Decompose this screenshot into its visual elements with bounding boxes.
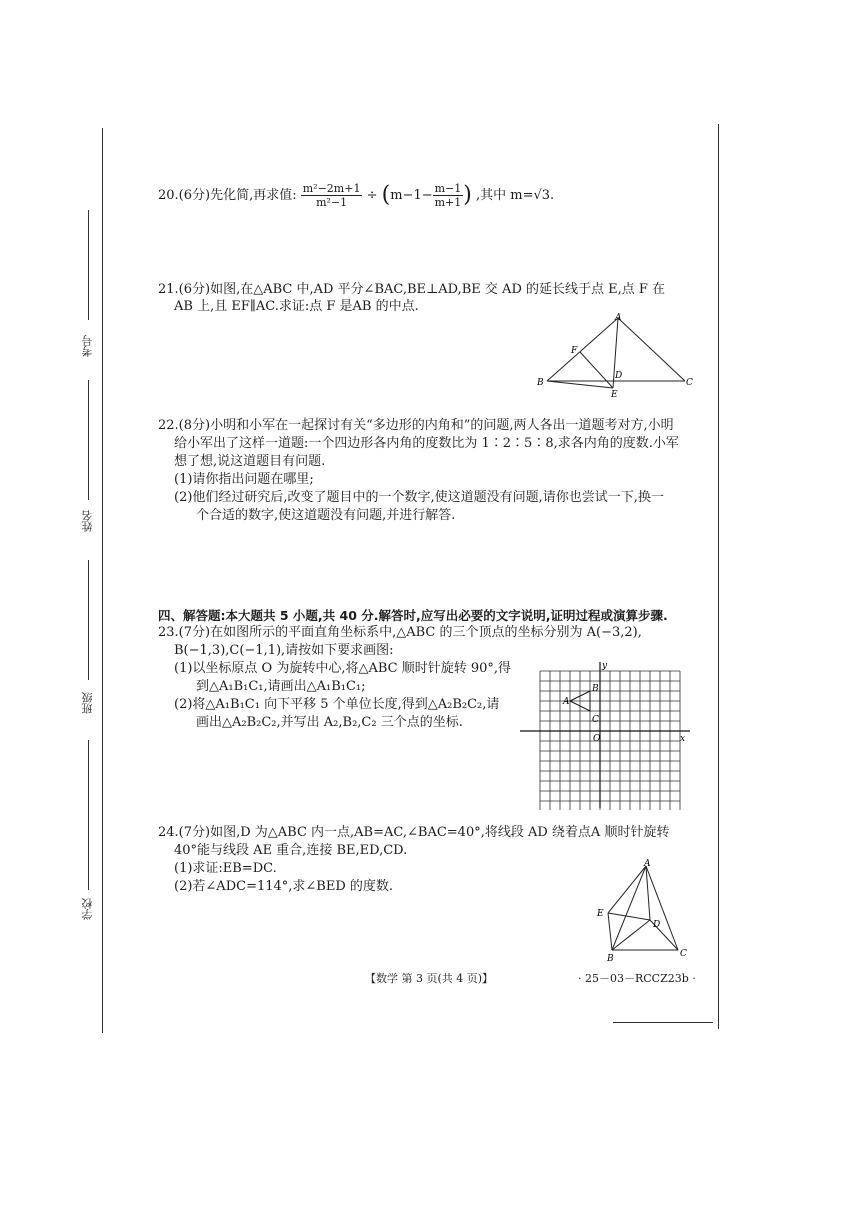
q23-sub-2a: (2)将△A₁B₁C₁ 向下平移 5 个单位长度,得到△A₂B₂C₂,请: [174, 697, 500, 712]
q24-line-2: 40°能与线段 AE 重合,连接 BE,ED,CD.: [174, 843, 408, 858]
q24-label-a: A: [644, 859, 651, 869]
section-4-title: 四、解答题:本大题共 5 小题,共 40 分.解答时,应写出必要的文字说明,证明过程或演算步骤.: [158, 608, 668, 623]
q21-label-d: D: [615, 371, 623, 381]
q23-line-2: B(−1,3),C(−1,1),请按如下要求画图:: [174, 643, 394, 658]
q20-paren-left: (: [381, 182, 391, 208]
q23-sub-2b: 画出△A₂B₂C₂,并写出 A₂,B₂,C₂ 三个点的坐标.: [196, 715, 463, 730]
grid-label-c: C: [592, 715, 599, 725]
q24-label-c: C: [680, 949, 687, 959]
grid-label-b: B: [592, 684, 599, 694]
q23-sub-1b: 到△A₁B₁C₁,请画出△A₁B₁C₁;: [196, 679, 366, 694]
q20-inner: m−1−: [390, 188, 433, 203]
q21-line-2: AB 上,且 EF∥AC.求证:点 F 是AB 的中点.: [174, 299, 419, 314]
q24-sub-2: (2)若∠ADC=114°,求∠BED 的度数.: [174, 879, 394, 894]
q21-line-1: 21.(6分)如图,在△ABC 中,AD 平分∠BAC,BE⊥AD,BE 交 AD 的延长线于点 E,点 F 在: [158, 282, 666, 297]
class-label: 班级: [81, 692, 94, 714]
q20-frac1-numerator: m²−2m+1: [302, 182, 361, 195]
grid-label-y: y: [602, 661, 608, 671]
grid-label-o: O: [593, 734, 601, 744]
q22-line-3: 想了想,说这道题目有问题.: [174, 454, 326, 469]
binding-line-left: [102, 128, 103, 1033]
q22-line-2: 给小军出了这样一道题:一个四边形各内角的度数比为 1∶2∶5∶8,求各内角的度数.小军: [174, 436, 679, 451]
q23-coordinate-grid: [520, 660, 695, 810]
q23-sub-1a: (1)以坐标原点 O 为旋转中心,将△ABC 顺时针旋转 90°,得: [174, 661, 512, 676]
footer-page-number: 【数学 第 3 页(共 4 页)】: [365, 972, 494, 985]
q24-sub-1: (1)求证:EB=DC.: [174, 861, 277, 876]
q21-label-a: A: [615, 313, 622, 323]
q24-line-1: 24.(7分)如图,D 为△ABC 内一点,AB=AC,∠BAC=40°,将线段 AD 绕着点A 顺时针旋转: [158, 825, 670, 840]
q20-divide: ÷: [366, 188, 378, 203]
q21-triangle-figure: [535, 312, 695, 397]
grid-label-a: A: [563, 697, 570, 707]
bottom-rule: [613, 1022, 713, 1023]
class-blank: [88, 560, 89, 680]
q21-label-e: E: [611, 390, 618, 397]
footer-exam-code: · 25－03－RCCZ23b ·: [578, 972, 696, 985]
exam-no-blank: [88, 210, 89, 320]
q21-label-b: B: [537, 378, 544, 388]
q22-line-1: 22.(8分)小明和小军在一起探讨有关“多边形的内角和”的问题,两人各出一道题考对方,小明: [158, 418, 674, 433]
q24-label-d: D: [653, 920, 661, 930]
q24-label-e: E: [597, 909, 604, 919]
q21-label-f: F: [571, 346, 578, 356]
q22-sub-1: (1)请你指出问题在哪里;: [174, 472, 314, 487]
q24-triangle-figure: [590, 858, 695, 963]
binding-line-right: [718, 124, 719, 1029]
q20-frac1-denominator: m²−1: [316, 196, 348, 209]
school-label: 学校: [81, 898, 94, 920]
q20-lead: 20.(6分)先化简,再求值:: [158, 188, 297, 203]
q20-fraction-2: [433, 182, 464, 209]
q21-label-c: C: [686, 378, 693, 388]
name-blank: [88, 380, 89, 500]
grid-label-x: x: [680, 734, 686, 744]
exam-no-label: 考号: [81, 335, 94, 357]
q23-line-1: 23.(7分)在如图所示的平面直角坐标系中,△ABC 的三个顶点的坐标分别为 A(−3,2),: [158, 625, 642, 640]
q20-paren-right: ): [463, 182, 472, 208]
q20-frac2-denominator: m+1: [434, 196, 462, 209]
q22-sub-2a: (2)他们经过研究后,改变了题目中的一个数字,使这道题没有问题,请你也尝试一下,换一: [174, 490, 664, 505]
q20-tail: ,其中 m=√3.: [476, 188, 555, 203]
q20-fraction-1: [301, 182, 363, 209]
q20-frac2-numerator: m−1: [434, 182, 462, 195]
school-blank: [88, 740, 89, 890]
q22-sub-2b: 个合适的数字,使这道题没有问题,并进行解答.: [196, 508, 456, 523]
q24-label-b: B: [607, 954, 614, 963]
name-label: 姓名: [81, 510, 94, 532]
question-20: [158, 182, 554, 209]
